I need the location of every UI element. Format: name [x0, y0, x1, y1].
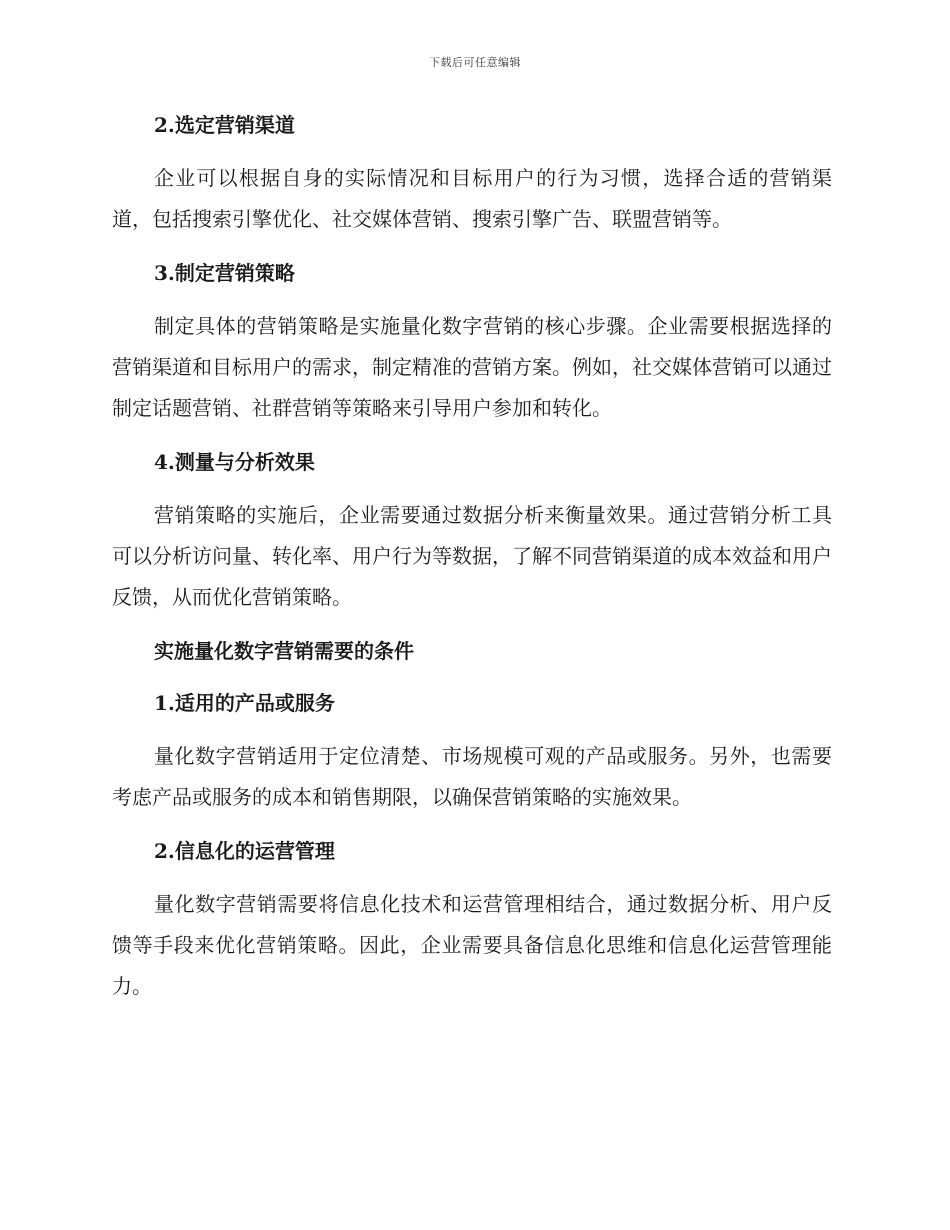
section-heading-marketing-strategy: 3.制定营销策略 — [154, 261, 295, 285]
section-heading-select-channels: 2.选定营销渠道 — [154, 113, 295, 137]
section-paragraph-select-channels: 企业可以根据自身的实际情况和目标用户的行为习惯，选择合适的营销渠道，包括搜索引擎优化、社交媒体营销、搜索引擎广告、联盟营销等。 — [112, 166, 832, 231]
section-heading-measure-analyze: 4.测量与分析效果 — [154, 450, 315, 474]
section-paragraph-measure-analyze: 营销策略的实施后，企业需要通过数据分析来衡量效果。通过营销分析工具可以分析访问量、转化率、用户行为等数据，了解不同营销渠道的成本效益和用户反馈，从而优化营销策略。 — [112, 503, 832, 609]
section-heading-conditions: 实施量化数字营销需要的条件 — [154, 639, 414, 663]
section-paragraph-it-operations: 量化数字营销需要将信息化技术和运营管理相结合，通过数据分析、用户反馈等手段来优化营销策略。因此，企业需要具备信息化思维和信息化运营管理能力。 — [112, 892, 832, 998]
section-paragraph-marketing-strategy: 制定具体的营销策略是实施量化数字营销的核心步骤。企业需要根据选择的营销渠道和目标用户的需求，制定精准的营销方案。例如，社交媒体营销可以通过制定话题营销、社群营销等策略来引导用户参加和转化。 — [112, 314, 832, 420]
section-paragraph-suitable-products: 量化数字营销适用于定位清楚、市场规模可观的产品或服务。另外，也需要考虑产品或服务的成本和销售期限，以确保营销策略的实施效果。 — [112, 744, 832, 809]
section-heading-it-operations: 2.信息化的运营管理 — [154, 839, 335, 863]
page-header-note: 下载后可任意编辑 — [429, 56, 521, 69]
section-heading-suitable-products: 1.适用的产品或服务 — [154, 691, 335, 715]
document-body — [112, 106, 832, 1021]
